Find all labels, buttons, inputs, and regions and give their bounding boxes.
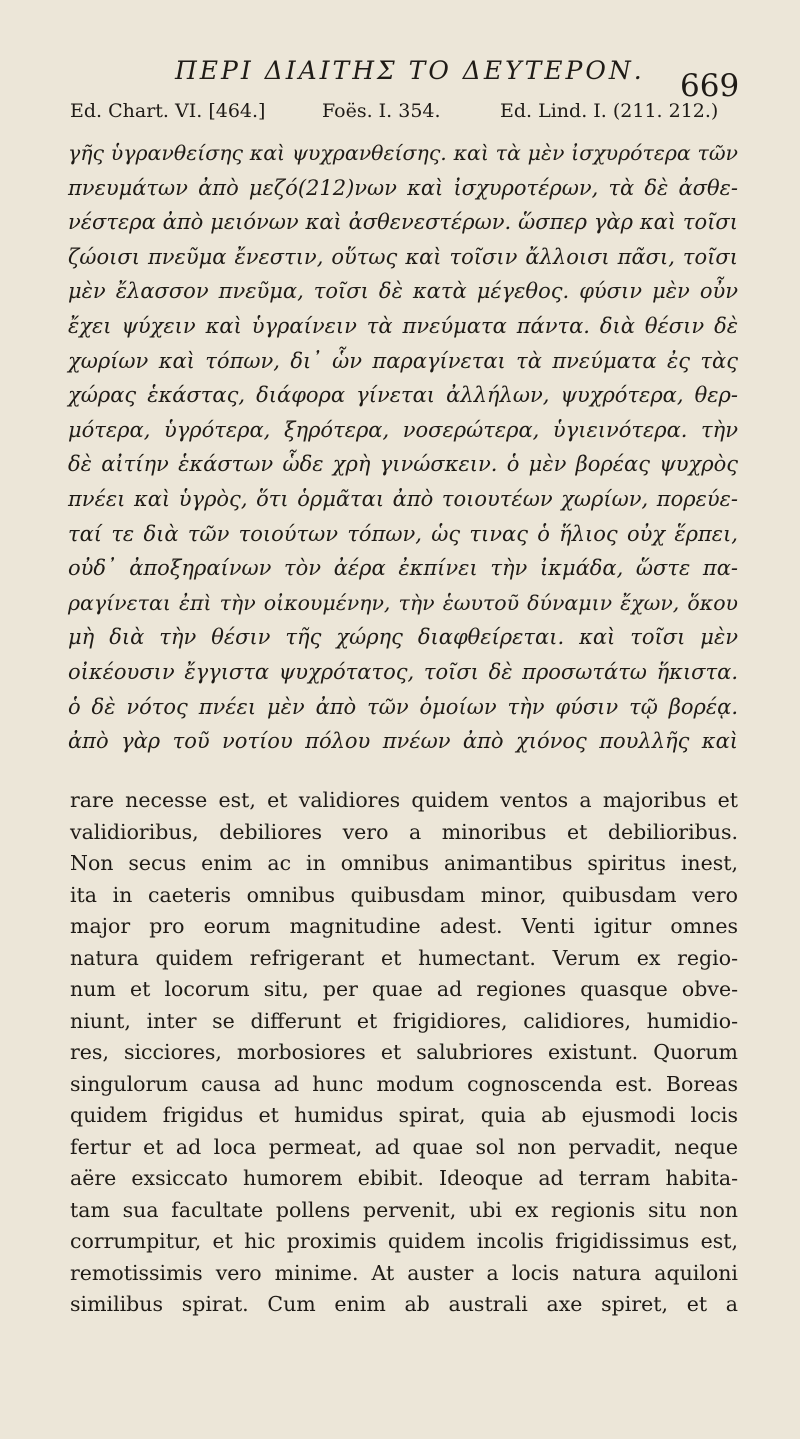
- greek-line: δὲ αἰτίην ἑκάστων ὧδε χρὴ γινώσκειν. ὁ μὲν βορέας ψυχρὸς: [68, 452, 738, 477]
- greek-line: ἀπὸ γὰρ τοῦ νοτίου πόλου πνέων ἀπὸ χιόνος πουλλῆς καὶ: [68, 729, 738, 754]
- latin-line: validioribus, debiliores vero a minoribus et debilioribus.: [70, 819, 738, 844]
- greek-line: ὁ δὲ νότος πνέει μὲν ἀπὸ τῶν ὁμοίων τὴν φύσιν τῷ βορέᾳ.: [68, 694, 738, 719]
- latin-line: natura quidem refrigerant et humectant. Verum ex regio-: [70, 945, 738, 970]
- latin-line: aëre exsiccato humorem ebibit. Ideoque ad terram habita-: [70, 1166, 738, 1190]
- greek-line: ραγίνεται ἐπὶ τὴν οἰκουμένην, τὴν ἑωυτοῦ δύναμιν ἔχων, ὅκου: [68, 590, 738, 615]
- edition-chart-ref: Ed. Chart. VI. [464.]: [70, 100, 266, 122]
- latin-line: res, sicciores, morbosiores et salubriores existunt. Quorum: [70, 1040, 738, 1064]
- latin-line: fertur et ad loca permeat, ad quae sol non pervadit, neque: [70, 1134, 738, 1159]
- latin-line: singulorum causa ad hunc modum cognoscenda est. Boreas: [70, 1071, 738, 1096]
- latin-line: rare necesse est, et validiores quidem ventos a majoribus et: [70, 788, 738, 812]
- greek-line: μὲν ἔλασσον πνεῦμα, τοῖσι δὲ κατὰ μέγεθος. φύσιν μὲν οὖν: [68, 279, 738, 304]
- latin-line: Non secus enim ac in omnibus animantibus spiritus inest,: [70, 851, 738, 875]
- greek-line: χώρας ἑκάστας, διάφορα γίνεται ἀλλήλων, ψυχρότερα, θερ-: [68, 383, 738, 408]
- latin-line: major pro eorum magnitudine adest. Venti igitur omnes: [70, 914, 738, 938]
- edition-lind-ref: Ed. Lind. I. (211. 212.): [500, 100, 719, 122]
- greek-line: πνευμάτων ἀπὸ μεζό(212)νων καὶ ἰσχυροτέρων, τὰ δὲ ἀσθε-: [68, 175, 738, 200]
- latin-line: tam sua facultate pollens pervenit, ubi ex regionis situ non: [70, 1197, 738, 1222]
- latin-line: quidem frigidus et humidus spirat, quia ab ejusmodi locis: [70, 1103, 738, 1127]
- greek-line: ζώοισι πνεῦμα ἔνεστιν, οὕτως καὶ τοῖσιν ἄλλοισι πᾶσι, τοῖσι: [68, 244, 738, 269]
- greek-line: μότερα, ὑγρότερα, ξηρότερα, νοσερώτερα, ὑγιεινότερα. τὴν: [68, 417, 738, 442]
- latin-line: similibus spirat. Cum enim ab australi axe spiret, et a: [70, 1292, 738, 1316]
- greek-line: ταί τε διὰ τῶν τοιούτων τόπων, ὡς τινας ὁ ἥλιος οὐχ ἕρπει,: [68, 521, 738, 546]
- latin-line: num et locorum situ, per quae ad regiones quasque obve-: [70, 977, 738, 1001]
- latin-text-block: [70, 785, 738, 1321]
- greek-line: νέστερα ἀπὸ μειόνων καὶ ἀσθενεστέρων. ὥσπερ γὰρ καὶ τοῖσι: [68, 210, 738, 235]
- greek-text-block: [68, 136, 738, 759]
- latin-line: remotissimis vero minime. At auster a locis natura aquiloni: [70, 1260, 738, 1285]
- latin-line: corrumpitur, et hic proximis quidem incolis frigidissimus est,: [70, 1229, 738, 1253]
- greek-line: οὐδ᾽ ἀποξηραίνων τὸν ἀέρα ἐκπίνει τὴν ἰκμάδα, ὥστε πα-: [68, 556, 738, 581]
- greek-line: πνέει καὶ ὑγρὸς, ὅτι ὁρμᾶται ἀπὸ τοιουτέων χωρίων, πορεύε-: [68, 486, 738, 511]
- greek-line: γῆς ὑγρανθείσης καὶ ψυχρανθείσης. καὶ τὰ μὲν ἰσχυρότερα τῶν: [68, 141, 738, 165]
- edition-foes-ref: Foës. I. 354.: [322, 100, 441, 122]
- greek-line: ἔχει ψύχειν καὶ ὑγραίνειν τὰ πνεύματα πάντα. διὰ θέσιν δὲ: [68, 313, 738, 338]
- greek-line: χωρίων καὶ τόπων, δι᾽ ὧν παραγίνεται τὰ πνεύματα ἐς τὰς: [68, 348, 738, 373]
- greek-line: οἰκέουσιν ἔγγιστα ψυχρότατος, τοῖσι δὲ προσωτάτω ἥκιστα.: [68, 659, 738, 684]
- greek-line: μὴ διὰ τὴν θέσιν τῆς χώρης διαφθείρεται. καὶ τοῖσι μὲν: [68, 625, 738, 650]
- page-number: 669: [680, 68, 740, 104]
- latin-line: niunt, inter se differunt et frigidiores, calidiores, humidio-: [70, 1008, 738, 1033]
- running-head: [0, 56, 800, 104]
- running-title: ΠΕΡΙ ΔΙΑΙΤΗΣ ΤΟ ΔΕΥΤΕΡΟΝ.: [175, 56, 645, 85]
- latin-line: ita in caeteris omnibus quibusdam minor, quibusdam vero: [70, 882, 738, 907]
